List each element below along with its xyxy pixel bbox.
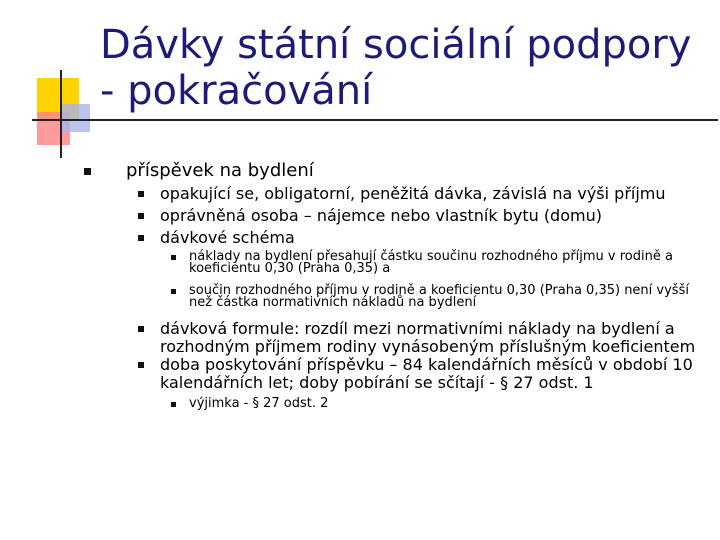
- square-bullet-icon: [138, 213, 144, 219]
- square-bullet-icon: [138, 191, 144, 197]
- decor-horizontal-line: [32, 119, 718, 121]
- square-bullet-icon: [138, 326, 144, 332]
- decor-blue-square: [62, 104, 90, 132]
- bullet-duration: doba poskytování příspěvku – 84 kalendářních měsíců v období 10 kalendářních let; doby pobírání se sčítají - § 27 odst. 1: [138, 356, 698, 392]
- square-bullet-icon: [84, 168, 91, 175]
- bullet-recurring-benefit: opakující se, obligatorní, peněžitá dávka, závislá na výši příjmu: [138, 185, 698, 203]
- bullet-income-product: součin rozhodného příjmu v rodině a koeficientu 0,30 (Praha 0,35) není vyšší než částka normativních nákladů na bydlení: [171, 285, 701, 309]
- square-bullet-icon: [138, 362, 144, 368]
- slide-title: Dávky státní sociální podpory - pokračování: [100, 22, 692, 114]
- bullet-exception: výjimka - § 27 odst. 2: [171, 398, 701, 410]
- decor-vertical-line: [60, 70, 62, 158]
- square-bullet-icon: [171, 289, 176, 294]
- bullet-eligible-person: oprávněná osoba – nájemce nebo vlastník bytu (domu): [138, 207, 698, 225]
- bullet-benefit-formula: dávková formule: rozdíl mezi normativními náklady na bydlení a rozhodným příjmem rodiny vynásobeným příslušným koeficientem: [138, 320, 698, 356]
- square-bullet-icon: [171, 402, 176, 407]
- square-bullet-icon: [171, 255, 176, 260]
- bullet-benefit-scheme: dávkové schéma: [138, 229, 698, 247]
- square-bullet-icon: [138, 235, 144, 241]
- bullet-housing-costs-exceed: náklady na bydlení přesahují částku součinu rozhodného příjmu v rodině a koeficientu 0,30 (Praha 0,35) a: [171, 251, 701, 275]
- bullet-housing-allowance: příspěvek na bydlení: [84, 160, 314, 182]
